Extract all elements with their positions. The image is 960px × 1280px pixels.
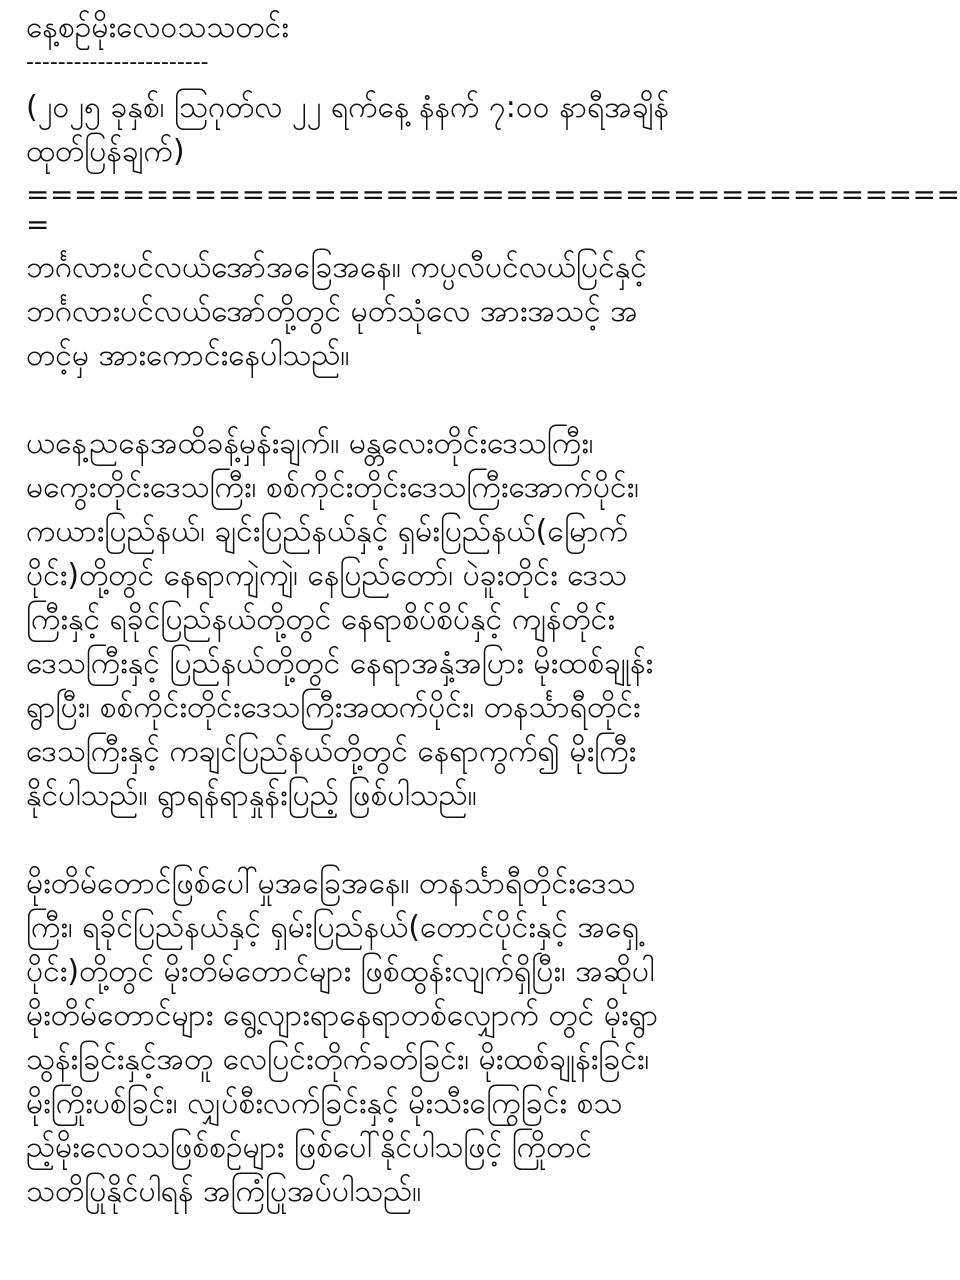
paragraph-line: ယနေ့ညနေအထိခန့်မှန်းချက်။ မန္တလေးတိုင်းဒေသကြီး၊ [26,426,594,461]
equals-divider: = [26,208,50,241]
weather-bulletin [26,0,960,1214]
paragraph-line: မိုးကြိုးပစ်ခြင်း၊ လျှပ်စီးလက်ခြင်းနှင့် မိုးသီးကြွေခြင်း စသ [26,1086,623,1121]
equals-divider: ======================================= [26,178,960,211]
paragraph-line: ရွာပြီး၊ စစ်ကိုင်းတိုင်းဒေသကြီးအထက်ပိုင်း၊ တနင်္သာရီတိုင်း [26,690,641,725]
dash-divider: ----------------------- [26,50,209,75]
paragraph-line: ဒေသကြီးနှင့် ပြည်နယ်တို့တွင် နေရာအနှံ့အပြား မိုးထစ်ချုန်း [26,646,654,681]
paragraph-line: ည့်မိုးလေဝသဖြစ်စဉ်များ ဖြစ်ပေါ်နိုင်ပါသဖြင့် ကြိုတင် [26,1130,592,1165]
bulletin-title: နေ့စဉ်မိုးလေဝသသတင်း [26,10,289,45]
paragraph-line: ကြီး၊ ရခိုင်ပြည်နယ်နှင့် ရှမ်းပြည်နယ်(တောင်ပိုင်းနှင့် အရှေ့ [26,910,640,945]
paragraph-line: သွန်းခြင်းနှင့်အတူ လေပြင်းတိုက်ခတ်ခြင်း၊ မိုးထစ်ချုန်းခြင်း၊ [26,1042,650,1077]
issue-time-line: (၂၀၂၅ ခုနှစ်၊ သြဂုတ်လ ၂၂ ရက်နေ့ နံနက် ၇:၀၀ နာရီအချိန် [26,90,669,125]
paragraph-line: မိုးတိမ်တောင်များ ရွေ့လျားရာနေရာတစ်လျှောက် တွင် မိုးရွာ [26,998,659,1033]
paragraph-line: ပိုင်း)တို့တွင် မိုးတိမ်တောင်များ ဖြစ်ထွန်းလျက်ရှိပြီး၊ အဆိုပါ [26,954,655,989]
issue-time-line: ထုတ်ပြန်ချက်) [26,134,185,169]
thunderstorm-paragraph [26,862,742,1214]
paragraph-line: နိုင်ပါသည်။ ရွာရန်ရာနှုန်းပြည့် ဖြစ်ပါသည်။ [26,778,477,813]
paragraph-line: ပိုင်း)တို့တွင် နေရာကျဲကျဲ၊ နေပြည်တော်၊ ပဲခူးတိုင်း ဒေသ [26,558,627,593]
paragraph-line: ကြီးနှင့် ရခိုင်ပြည်နယ်တို့တွင် နေရာစိပ်စိပ်နှင့် ကျန်တိုင်း [26,602,615,637]
forecast-paragraph [26,422,742,818]
paragraph-line: သတိပြုနိုင်ပါရန် အကြံပြုအပ်ပါသည်။ [26,1174,422,1209]
paragraph-line: ဒေသကြီးနှင့် ကချင်ပြည်နယ်တို့တွင် နေရာကွက်၍ မိုးကြီး [26,734,637,769]
paragraph-line: ဘင်္ဂလားပင်လယ်အော်တို့တွင် မုတ်သုံလေ အားအသင့် အ [26,294,638,329]
paragraph-line: မကွေးတိုင်းဒေသကြီး၊ စစ်ကိုင်းတိုင်းဒေသကြီးအောက်ပိုင်း၊ [26,470,639,505]
bay-of-bengal-paragraph [26,246,742,378]
paragraph-line: တင့်မှ အားကောင်းနေပါသည်။ [26,338,350,373]
paragraph-line: ဘင်္ဂလားပင်လယ်အော်အခြေအနေ။ ကပ္ပလီပင်လယ်ပြင်နှင့် [26,250,647,285]
paragraph-line: မိုးတိမ်တောင်ဖြစ်ပေါ်မှုအခြေအနေ။ တနင်္သာရီတိုင်းဒေသ [26,866,636,901]
paragraph-line: ကယားပြည်နယ်၊ ချင်းပြည်နယ်နှင့် ရှမ်းပြည်နယ်(မြောက် [26,514,629,549]
